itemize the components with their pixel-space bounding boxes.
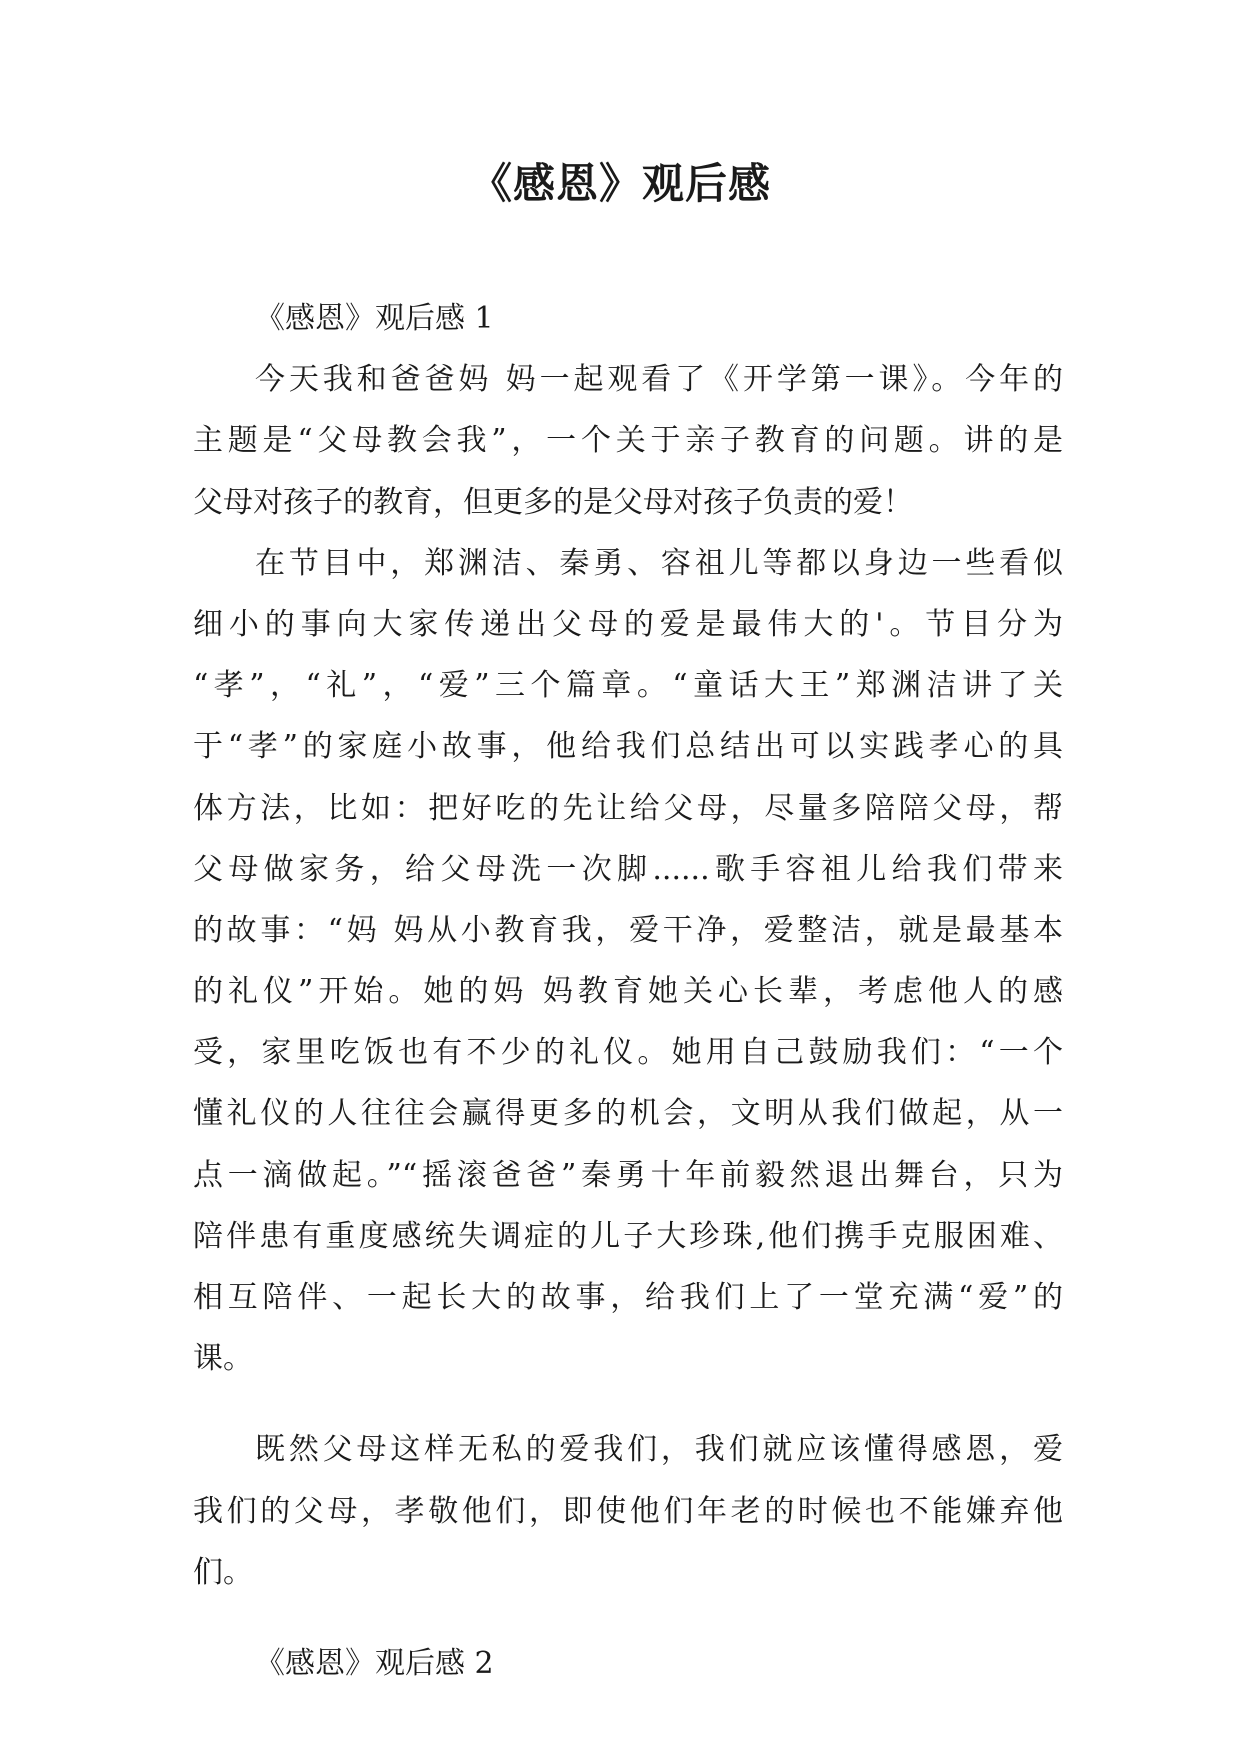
document-title: 《感恩》观后感 xyxy=(469,159,771,208)
paragraph-line: 陪伴患有重度感统失调症的儿子大珍珠,他们携手克服困难、 xyxy=(193,1218,1063,1254)
paragraph-line: 相互陪伴、一起长大的故事，给我们上了一堂充满“爱”的 xyxy=(193,1280,1063,1315)
paragraph-spacer xyxy=(193,1389,1063,1419)
paragraph-line: 体方法，比如：把好吃的先让给父母，尽量多陪陪父母，帮 xyxy=(193,790,1063,826)
paragraph-line: 的故事：“妈 妈从小教育我，爱干净，爱整洁，就是最基本 xyxy=(193,912,1063,948)
paragraph-line: 懂礼仪的人往往会赢得更多的机会，文明从我们做起，从一 xyxy=(193,1096,1063,1132)
section-heading: 《感恩》观后感 2 xyxy=(255,1645,494,1681)
paragraph-spacer xyxy=(193,1603,1063,1633)
paragraph-line: 既然父母这样无私的爱我们，我们就应该懂得感恩，爱 xyxy=(255,1432,1063,1468)
paragraph xyxy=(193,533,1063,1390)
paragraph-line: 的礼仪”开始。她的妈 妈教育她关心长辈，考虑他人的感 xyxy=(193,974,1063,1010)
paragraph-line: 父母对孩子的教育，但更多的是父母对孩子负责的爱！ xyxy=(193,484,913,520)
paragraph-line: 课。 xyxy=(193,1341,253,1377)
paragraph-line: 点一滴做起。”“摇滚爸爸”秦勇十年前毅然退出舞台，只为 xyxy=(193,1157,1063,1193)
paragraph-line: 们。 xyxy=(193,1554,253,1590)
paragraph-line: “孝”，“礼”，“爱”三个篇章。“童话大王”郑渊洁讲了关 xyxy=(193,668,1063,704)
paragraph-line: 受，家里吃饭也有不少的礼仪。她用自己鼓励我们：“一个 xyxy=(193,1035,1063,1071)
document-body xyxy=(193,288,1063,1694)
paragraph-line: 我们的父母，孝敬他们，即使他们年老的时候也不能嫌弃他 xyxy=(193,1493,1063,1529)
paragraph-line: 今天我和爸爸妈 妈一起观看了《开学第一课》。今年的 xyxy=(255,362,1063,398)
section-heading: 《感恩》观后感 1 xyxy=(255,301,494,336)
paragraph-line: 细小的事向大家传递出父母的爱是最伟大的'。节目分为 xyxy=(193,606,1063,642)
paragraph-line: 主题是“父母教会我”，一个关于亲子教育的问题。讲的是 xyxy=(193,423,1063,459)
paragraph-line: 父母做家务，给父母洗一次脚......歌手容祖儿给我们带来 xyxy=(193,851,1063,887)
paragraph xyxy=(193,349,1063,533)
paragraph-line: 在节目中，郑渊洁、秦勇、容祖儿等都以身边一些看似 xyxy=(255,545,1063,581)
paragraph xyxy=(193,1419,1063,1603)
paragraph-line: 于“孝”的家庭小故事，他给我们总结出可以实践孝心的具 xyxy=(193,729,1063,765)
